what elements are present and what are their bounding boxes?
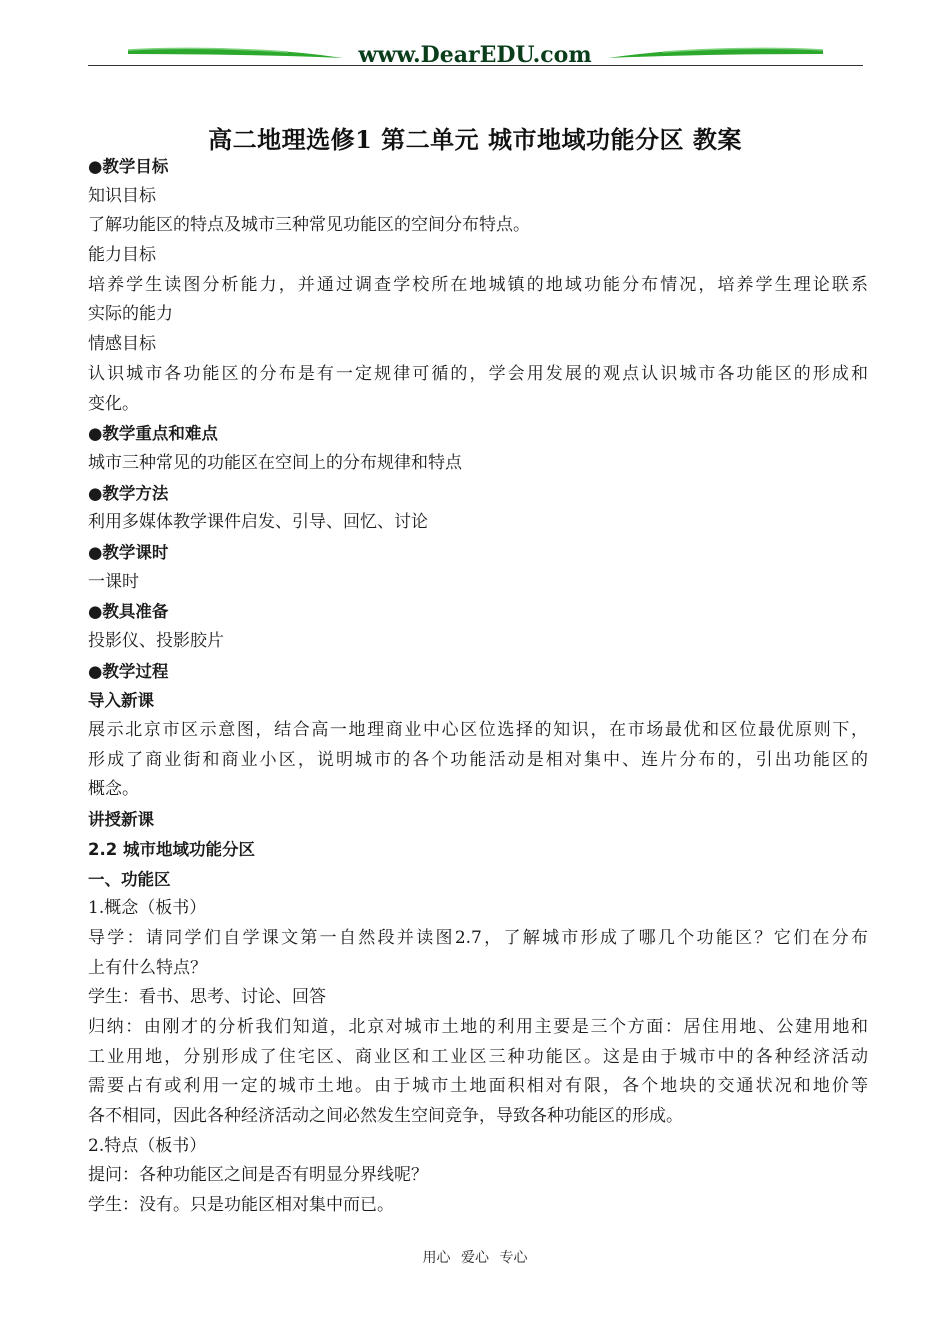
body-line: 实际的能力 [88,304,173,325]
body-line: 2.特点（板书） [88,1135,207,1156]
body-line: 认识城市各功能区的分布是有一定规律可循的，学会用发展的观点认识城市各功能区的形成和 [88,363,868,384]
body-line: 城市三种常见的功能区在空间上的分布规律和特点 [88,452,462,473]
site-logo: www.DearEDU.com [358,42,592,68]
section-heading: ●教学重点和难点 [88,424,218,444]
body-line: 情感目标 [88,334,156,355]
body-line: 工业用地，分别形成了住宅区、商业区和工业区三种功能区。这是由于城市中的各种经济活动 [88,1046,868,1067]
body-line: 形成了商业街和商业小区，说明城市的各个功能活动是相对集中、连片分布的，引出功能区的 [88,749,868,770]
body-line: 一课时 [88,571,139,592]
body-line: 归纳：由刚才的分析我们知道，北京对城市土地的利用主要是三个方面：居住用地、公建用地和 [88,1016,868,1037]
body-line: 变化。 [88,393,139,414]
body-line: 概念。 [88,779,139,800]
body-line: 各不相同，因此各种经济活动之间必然发生空间竞争，导致各种功能区的形成。 [88,1106,683,1126]
document-body [88,152,868,1221]
section-heading: ●教学方法 [88,483,169,503]
body-line: 培养学生读图分析能力，并通过调查学校所在地城镇的地域功能分布情况，培养学生理论联系 [88,274,868,295]
body-line: 学生：没有。只是功能区相对集中而已。 [88,1195,394,1216]
section-heading: ●教学课时 [88,542,169,562]
section-heading: 一、功能区 [88,869,171,889]
document-title: 高二地理选修1 第二单元 城市地域功能分区 教案 [208,125,742,154]
body-line: 知识目标 [88,185,156,206]
body-line: 提问：各种功能区之间是否有明显分界线呢？ [88,1165,428,1186]
header-banner [88,38,863,74]
body-line: 需要占有或利用一定的城市土地。由于城市土地面积相对有限，各个地块的交通状况和地价等 [88,1076,868,1097]
section-heading: ●教学目标 [88,157,169,176]
body-line: 导学：请同学们自学课文第一自然段并读图2.7，了解城市形成了哪几个功能区？它们在分布 [88,927,868,948]
section-heading: ●教具准备 [88,602,169,622]
section-heading: 2.2 城市地域功能分区 [88,839,255,859]
footer-word: 专心 [499,1250,528,1266]
section-heading: 讲授新课 [88,810,154,830]
body-line: 学生：看书、思考、讨论、回答 [88,987,326,1008]
section-heading: 导入新课 [88,691,154,711]
body-line: 展示北京市区示意图，结合高一地理商业中心区位选择的知识，在市场最优和区位最优原则下， [88,720,868,741]
footer-word: 用心 [422,1250,451,1266]
body-line: 能力目标 [88,245,156,266]
body-line: 利用多媒体教学课件启发、引导、回忆、讨论 [88,512,428,533]
body-line: 1.概念（板书） [88,898,207,919]
body-line: 上有什么特点？ [88,957,207,978]
body-line: 了解功能区的特点及城市三种常见功能区的空间分布特点。 [88,215,530,236]
body-line: 投影仪、投影胶片 [88,631,224,651]
section-heading: ●教学过程 [88,661,169,681]
footer-word: 爱心 [461,1250,489,1266]
footer [0,1247,950,1267]
header-rule [88,65,863,66]
